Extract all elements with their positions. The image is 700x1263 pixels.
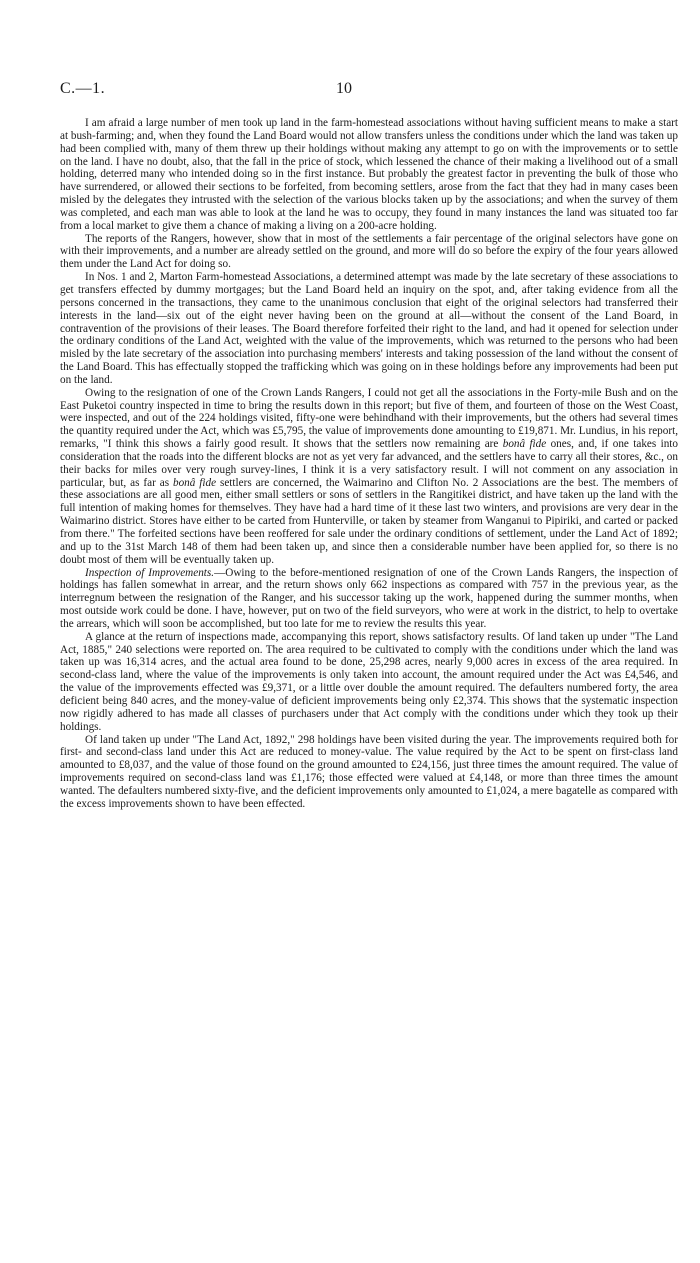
paragraph-rangers-reports [60, 233, 678, 272]
paragraph-text: In Nos. 1 and 2, Marton Farm-homestead Associations, a determined attempt was made by the late secretary of these associations to get transfers effected by dummy mortgages; but the Land Board held an inquiry on the spot, and, after taking evidence from all the persons concerned in the transactions, they came to the unanimous conclusion that eight of the original selectors had transferred their interests in the land—six out of the eight never having been on the ground at all—without the consent of the Land Board, in contravention of the provisions of their leases. The Board therefore forfeited their right to the land, and had it opened for selection under the ordinary conditions of the Land Act, weighted with the value of the improvements, which was returned to the persons who had been misled by the late secretary of the association into purchasing members' interests and taking possession of the land without the consent of the Land Board. This has effectually stopped the trafficking which was going on in these holdings before any improvements had been put on the land. [60, 271, 678, 386]
paragraph-text: A glance at the return of inspections made, accompanying this report, shows satisfactory results. Of land taken up under "The Land Act, 1885," 240 selections were reported on. The area required to be cultivated to comply with the conditions under which the land was taken up was 16,314 acres, and the actual area found to be done, 25,298 acres, nearly 9,000 acres in excess of the area required. In second-class land, where the value of the improvements is only taken into account, the amount required under the Act was £4,546, and the value of the improvements effected was £9,371, or a little over double the amount required. The defaulters numbered forty, the area deficient being 840 acres, and the money-value of deficient improvements being only £2,374. This shows that the systematic inspection now rigidly adhered to has made all classes of purchasers under that Act comply with the conditions under which they took up their holdings. [60, 630, 678, 733]
paragraph-inspection-of-improvements [60, 567, 678, 631]
italic-phrase: bonâ fide [172, 476, 217, 489]
page-number: 10 [336, 80, 352, 97]
paragraph-land-act-1885 [60, 631, 678, 734]
paragraph-ranger-resignation [60, 387, 678, 567]
paragraph-farm-homestead-associations [60, 117, 678, 233]
paragraph-text: I am afraid a large number of men took up land in the farm-homestead associations without having sufficient means to make a start at bush-farming; and, when they found the Land Board would not allow transfers unless the conditions under which the land was taken up had been complied with, many of them threw up their holdings without making any attempt to go on with the improvements or to settle on the land. I have no doubt, also, that the fall in the price of stock, which lessened the chance of their making a livelihood out of a small holding, deterred many who intended doing so in the first instance. But probably the greatest factor in preventing the bulk of those who have surrendered, or allowed their sections to be forfeited, from becoming settlers, arose from the fact that they had in many cases been misled by the delegates they intrusted with the selection of the various blocks taken up by the associations; and when the survey of them was completed, and each man was able to look at the land he was to occupy, they found in many instances the land was situated too far from a local market to give them a chance of making a living on a 200-acre holding. [60, 117, 678, 232]
body-text [60, 117, 678, 811]
paragraph-marton-associations [60, 271, 678, 387]
page-header [60, 80, 660, 100]
paragraph-text: —Owing to the before-mentioned resignation of one of the Crown Lands Rangers, the inspection of holdings has fallen somewhat in arrear, and the return shows only 662 inspections as compared with 757 in the previous year, as the interregnum between the resignation of the Ranger, and his successor taking up the work, happened during the summer months, when most outside work could be done. I have, however, put on two of the field surveyors, who were at work in the district, to help to overtake the arrears, which will soon be accomplished, but too late for me to review the results this year. [60, 566, 678, 630]
paragraph-land-act-1892 [60, 734, 678, 811]
paragraph-text: Of land taken up under "The Land Act, 1892," 298 holdings have been visited during the year. The improvements required both for first- and second-class land under this Act are reduced to money-value. The value required by the Act to be spent on first-class land amounted to £8,037, and the value of those found on the ground amounted to £24,156, just three times the amount required. The value of improvements required on second-class land was £1,176; those effected were valued at £4,148, or more than three times the amount wanted. The defaulters numbered sixty-five, and the deficient improvements only amounted to £1,024, a mere bagatelle as compared with the excess improvements shown to have been effected. [60, 733, 678, 810]
paragraph-text: ones, and, if one takes into consideration that the roads into the different blocks are not as yet very far advanced, and the settlers have to carry all their stores, &c., on their backs for miles over very rough survey-lines, I think it is a very satisfactory result. I will not comment on any association in particular, but, as far as [60, 438, 678, 489]
paragraph-text: The reports of the Rangers, however, show that in most of the settlements a fair percentage of the original selectors have gone on with their improvements, and a number are already settled on the ground, and more will do so before the expiry of the four years allowed them under the Land Act for doing so. [60, 232, 678, 271]
italic-phrase: bonâ fide [502, 438, 547, 451]
paragraph-text: settlers are concerned, the Waimarino and Clifton No. 2 Associations are the best. The members of these associations are all good men, either small settlers or sons of settlers in the Rangitikei district, and have taken up the land with the full intention of making homes for themselves. They have had a hard time of it these last two winters, and provisions are very dear in the Waimarino district. Stores have either to be carted from Hunterville, or taken by steamer from Wanganui to Pipiriki, and carted or packed from there." The forfeited sections have been reoffered for sale under the ordinary conditions of settlement, under the Land Act of 1892; and up to the 31st March 148 of them had been taken up, and since then a considerable number have been applied for, so there is no doubt most of them will be eventually taken up. [60, 476, 678, 566]
document-reference: C.—1. [60, 80, 106, 97]
section-lead-heading: Inspection of Improvements. [85, 566, 215, 579]
paragraph-text: Owing to the resignation of one of the Crown Lands Rangers, I could not get all the associations in the Forty-mile Bush and on the East Puketoi country inspected in time to bring the results down in this report; but five of them, and fourteen of those on the West Coast, were inspected, and out of the 224 holdings visited, fifty-one were behindhand with their improvements, but the others had several times the quantity required under the Act, which was £5,795, the value of improvements done amounting to £19,871. Mr. Lundius, in his report, remarks, "I think this shows a fairly good result. It shows that the settlers now remaining are [60, 386, 678, 451]
